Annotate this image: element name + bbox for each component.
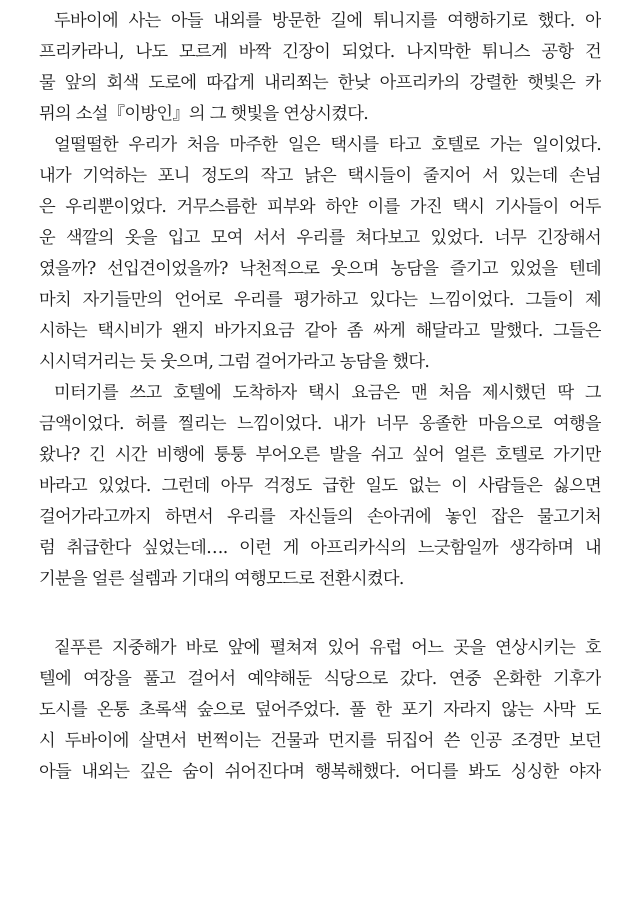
text-line: 금액이었다. 허를 찔리는 느낌이었다. 내가 너무 옹졸한 마음으로 여행을: [39, 414, 601, 434]
text-line: 물 앞의 회색 도로에 따갑게 내리쬐는 한낮 아프리카의 강렬한 햇빛은 카: [39, 73, 601, 93]
text-line: 마치 자기들만의 언어로 우리를 평가하고 있다는 느낌이었다. 그들이 제: [39, 290, 601, 310]
text-line: 은 우리뿐이었다. 거무스름한 피부와 하얀 이를 가진 택시 기사들이 어두: [39, 197, 601, 217]
text-line: 왔나? 긴 시간 비행에 퉁퉁 부어오른 발을 쉬고 싶어 얼른 호텔로 가기만: [39, 445, 601, 465]
text-line: 뮈의 소설『이방인』의 그 햇빛을 연상시켰다.: [39, 104, 369, 124]
text-line: 기분을 얼른 설렘과 기대의 여행모드로 전환시켰다.: [39, 569, 404, 589]
paragraph-3: [39, 378, 601, 595]
text-line: 텔에 여장을 풀고 걸어서 예약해둔 식당으로 갔다. 연중 온화한 기후가: [39, 669, 601, 689]
text-line: 걸어가라고까지 하면서 우리를 자신들의 손아귀에 놓인 잡은 물고기처: [39, 507, 601, 527]
text-line: 프리카라니, 나도 모르게 바짝 긴장이 되었다. 나지막한 튀니스 공항 건: [39, 42, 601, 62]
paragraph-1: [39, 6, 601, 130]
text-line: 아들 내외는 깊은 숨이 쉬어진다며 행복해했다. 어디를 봐도 싱싱한 야자: [39, 762, 601, 782]
text-line: 도시를 온통 초록색 숲으로 덮어주었다. 풀 한 포기 자라지 않는 사막 도: [39, 700, 601, 720]
text-line: 두바이에 사는 아들 내외를 방문한 길에 튀니지를 여행하기로 했다. 아: [54, 11, 601, 31]
section-break: [39, 595, 601, 633]
text-line: 시 두바이에 살면서 번쩍이는 건물과 먼지를 뒤집어 쓴 인공 조경만 보던: [39, 731, 601, 751]
text-line: 였을까? 선입견이었을까? 낙천적으로 웃으며 농담을 즐기고 있었을 텐데: [39, 259, 601, 279]
text-line: 미터기를 쓰고 호텔에 도착하자 택시 요금은 맨 처음 제시했던 딱 그: [54, 383, 601, 403]
text-line: 내가 기억하는 포니 정도의 작고 낡은 택시들이 줄지어 서 있는데 손님: [39, 166, 601, 186]
text-line: 시하는 택시비가 왠지 바가지요금 같아 좀 싸게 해달라고 말했다. 그들은: [39, 321, 601, 341]
paragraph-2: [39, 130, 601, 378]
text-line: 짙푸른 지중해가 바로 앞에 펼쳐져 있어 유럽 어느 곳을 연상시키는 호: [54, 638, 601, 658]
paragraph-4: [39, 633, 601, 788]
text-line: 운 색깔의 옷을 입고 모여 서서 우리를 쳐다보고 있었다. 너무 긴장해서: [39, 228, 601, 248]
text-line: 시시덕거리는 듯 웃으며, 그럼 걸어가라고 농담을 했다.: [39, 352, 430, 372]
text-line: 럼 취급한다 싶었는데…. 이런 게 아프리카식의 느긋함일까 생각하며 내: [39, 538, 601, 558]
text-line: 얼떨떨한 우리가 처음 마주한 일은 택시를 타고 호텔로 가는 일이었다.: [54, 135, 601, 155]
text-line: 바라고 있었다. 그런데 아무 걱정도 급한 일도 없는 이 사람들은 싫으면: [39, 476, 601, 496]
